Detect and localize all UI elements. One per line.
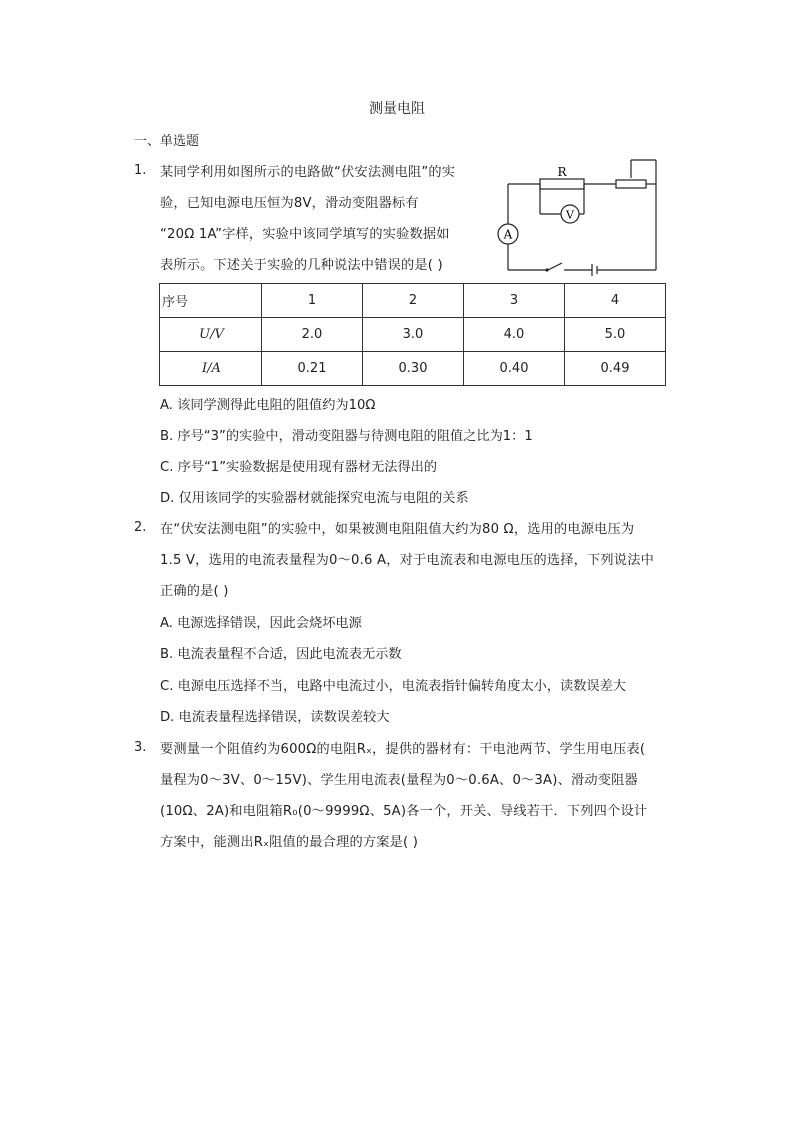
- table-cell: 5.0: [565, 318, 666, 352]
- table-cell: 0.30: [363, 352, 464, 386]
- question-2-line-3: 正确的是( ): [160, 584, 229, 599]
- circuit-diagram: [492, 152, 662, 276]
- data-table: [159, 283, 666, 386]
- question-2-option-b[interactable]: B. 电流表量程不合适，因此电流表无示数: [160, 647, 402, 662]
- question-3-line-1: 要测量一个阻值约为600Ω的电阻Rₓ，提供的器材有：干电池两节、学生用电压表(: [160, 742, 646, 757]
- question-3-line-2: 量程为0～3V、0～15V)、学生用电流表(量程为0～0.6A、0～3A)、滑动变阻器: [160, 773, 638, 788]
- question-2-line-2: 1.5 V，选用的电流表量程为0～0.6 A，对于电流表和电源电压的选择，下列说法中: [160, 553, 654, 568]
- table-row-label-current: I/A: [160, 352, 262, 386]
- table-cell: 3: [464, 284, 565, 318]
- question-3-number: 3.: [134, 740, 147, 755]
- table-cell: 0.49: [565, 352, 666, 386]
- question-1-option-b[interactable]: B. 序号“3”的实验中，滑动变阻器与待测电阻的阻值之比为1：1: [160, 429, 533, 444]
- question-1-option-a[interactable]: A. 该同学测得此电阻的阻值约为10Ω: [160, 398, 376, 413]
- question-1-option-d[interactable]: D. 仅用该同学的实验器材就能探究电流与电阻的关系: [160, 491, 469, 506]
- question-1-line-1: 某同学利用如图所示的电路做“伏安法测电阻”的实: [160, 165, 456, 180]
- table-row: [160, 318, 666, 352]
- page-title: 测量电阻: [369, 101, 425, 117]
- question-2-option-c[interactable]: C. 电源电压选择不当，电路中电流过小，电流表指针偏转角度太小，读数误差大: [160, 679, 626, 694]
- voltmeter-label: V: [566, 208, 574, 222]
- resistor-label: R: [557, 165, 567, 179]
- question-2-option-d[interactable]: D. 电流表量程选择错误，读数误差较大: [160, 710, 390, 725]
- table-row: [160, 352, 666, 386]
- question-1-number: 1.: [134, 163, 147, 178]
- resistor-r: [540, 179, 584, 189]
- question-3-line-3: (10Ω、2A)和电阻箱R₀(0～9999Ω、5A)各一个，开关、导线若干．下列四个设计: [160, 804, 648, 819]
- question-2-number: 2.: [134, 520, 147, 535]
- table-cell: 2.0: [262, 318, 363, 352]
- question-2-option-a[interactable]: A. 电源选择错误，因此会烧坏电源: [160, 616, 362, 631]
- table-cell: 0.40: [464, 352, 565, 386]
- rheostat: [616, 180, 646, 188]
- section-heading: 一、单选题: [134, 134, 200, 149]
- question-2-line-1: 在“伏安法测电阻”的实验中，如果被测电阻阻值大约为80 Ω，选用的电源电压为: [160, 522, 635, 537]
- table-cell: 4.0: [464, 318, 565, 352]
- table-cell: 1: [262, 284, 363, 318]
- table-row-label-voltage: U/V: [160, 318, 262, 352]
- question-1-line-4: 表所示。下述关于实验的几种说法中错误的是( ): [160, 258, 443, 273]
- question-3-line-4: 方案中，能测出Rₓ阻值的最合理的方案是( ): [160, 835, 419, 850]
- question-1-line-2: 验，已知电源电压恒为8V，滑动变阻器标有: [160, 196, 419, 211]
- table-cell: 3.0: [363, 318, 464, 352]
- question-1-line-3: “20Ω 1A”字样，实验中该同学填写的实验数据如: [160, 227, 450, 242]
- table-cell: 2: [363, 284, 464, 318]
- table-cell: 4: [565, 284, 666, 318]
- question-1-option-c[interactable]: C. 序号“1”实验数据是使用现有器材无法得出的: [160, 460, 438, 475]
- table-row: [160, 284, 666, 318]
- table-cell: 0.21: [262, 352, 363, 386]
- ammeter-label: A: [503, 227, 513, 242]
- table-cell: 序号: [160, 284, 262, 318]
